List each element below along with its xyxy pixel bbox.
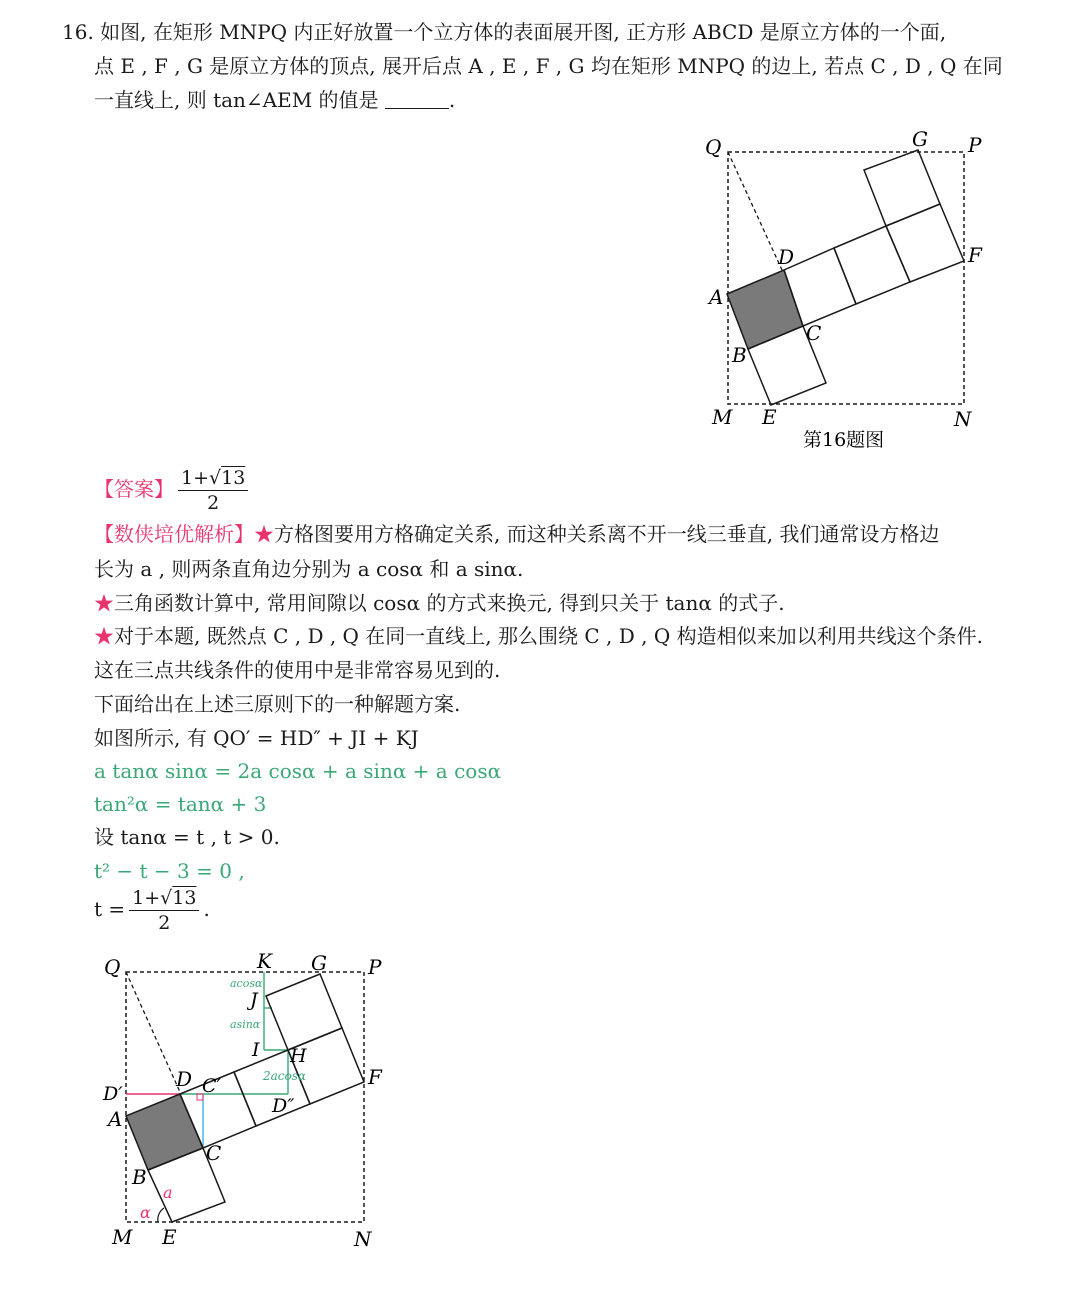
answer-num-prefix: 1+√	[181, 467, 222, 489]
label2-dpp: D″	[272, 1095, 295, 1117]
figure-caption: 第16题图	[803, 429, 885, 451]
analysis-line-1	[94, 520, 939, 548]
problem-line-1	[62, 18, 946, 46]
label2-cprime: C′	[202, 1075, 221, 1097]
label-m: M	[712, 405, 733, 429]
analysis-p2: 三角函数计算中, 常用间隙以 cosα 的方式来换元, 得到只关于 tanα 的式子.	[114, 591, 785, 615]
answer-radicand: 13	[221, 467, 246, 489]
square-top-2	[266, 974, 342, 1050]
label2-j: J	[250, 989, 258, 1011]
square-strip-3	[886, 204, 964, 282]
label2-g: G	[311, 951, 327, 975]
annotation-alpha: α	[140, 1203, 151, 1222]
label2-d: D	[176, 1067, 193, 1091]
annotation-a: a	[163, 1183, 173, 1202]
line-qd	[728, 152, 782, 270]
label-a: A	[709, 285, 724, 309]
eq5-denominator: 2	[158, 912, 171, 934]
angle-alpha-arc	[158, 1208, 164, 1222]
annotation-asin: asinα	[230, 1018, 261, 1031]
analysis-line-7: 如图所示, 有 QO′ = HD″ + JI + KJ	[94, 726, 419, 750]
label2-c: C	[206, 1141, 222, 1165]
answer-tag: 【答案】	[94, 477, 174, 501]
analysis-tag: 【数侠培优解析】	[94, 522, 254, 546]
problem-text-3: 一直线上, 则 tan∠AEM 的值是	[94, 88, 379, 112]
label-p: P	[968, 133, 982, 157]
label-n: N	[954, 407, 972, 431]
label2-h: H	[290, 1045, 307, 1067]
label-g: G	[912, 128, 928, 151]
annotation-2acos: 2acosα	[263, 1069, 306, 1083]
label2-n: N	[354, 1227, 372, 1251]
label2-dprime: D′	[103, 1083, 123, 1105]
eq5-numerator	[129, 886, 199, 911]
problem-number: 16.	[62, 20, 94, 44]
label-c: C	[806, 321, 822, 345]
analysis-line-3	[94, 589, 785, 617]
equation-5	[94, 884, 210, 935]
eq5-fraction	[129, 886, 199, 935]
label-d: D	[778, 245, 795, 269]
solution-figure	[96, 948, 406, 1254]
label2-q: Q	[104, 955, 121, 979]
answer-fraction	[178, 466, 248, 515]
square-strip-2	[834, 226, 910, 304]
equation-1: a tanα sinα = 2a cosα + a sinα + a cosα	[94, 759, 502, 783]
eq5-num-prefix: 1+√	[132, 887, 173, 909]
label-f: F	[968, 243, 982, 267]
star-2: ★	[94, 591, 114, 615]
label2-k: K	[257, 949, 272, 973]
analysis-p1a: 方格图要用方格确定关系, 而这种关系离不开一线三垂直, 我们通常设方格边	[274, 522, 940, 546]
analysis-line-5: 这在三点共线条件的使用中是非常容易见到的.	[94, 658, 501, 682]
annotation-acos: acosα	[230, 977, 263, 990]
answer-blank	[385, 88, 449, 109]
problem-text-1: 如图, 在矩形 MNPQ 内正好放置一个立方体的表面展开图, 正方形 ABCD 是原立方体的一个面,	[100, 20, 947, 44]
problem-line-2: 点 E , F , G 是原立方体的顶点, 展开后点 A , E , F , G 均在矩形 MNPQ 的边上, 若点 C , D , Q 在同	[94, 54, 1003, 78]
answer-numerator	[178, 466, 248, 491]
problem-line-3	[94, 86, 455, 114]
label-e: E	[762, 405, 777, 429]
equation-4: t² − t − 3 = 0 ,	[94, 859, 245, 883]
answer-denominator: 2	[207, 492, 220, 514]
answer-line	[94, 464, 252, 515]
eq5-suffix: .	[203, 897, 210, 921]
analysis-line-2: 长为 a , 则两条直角边分别为 a cosα 和 a sinα.	[94, 557, 524, 581]
star-3: ★	[94, 624, 114, 648]
equation-3: 设 tanα = t , t > 0.	[94, 825, 280, 849]
figure-16	[690, 128, 1010, 458]
eq5-radicand: 13	[172, 887, 197, 909]
square-abcd-2	[126, 1094, 203, 1170]
label2-a: A	[108, 1107, 123, 1131]
analysis-p3a: 对于本题, 既然点 C , D , Q 在同一直线上, 那么围绕 C , D , Q 构造相似来加以利用共线这个条件.	[114, 624, 983, 648]
analysis-line-4	[94, 622, 983, 650]
label2-i: I	[252, 1039, 260, 1061]
label-b: B	[732, 343, 747, 367]
label2-m: M	[112, 1225, 133, 1249]
star-1: ★	[254, 522, 274, 546]
square-top	[864, 150, 940, 226]
analysis-line-6: 下面给出在上述三原则下的一种解题方案.	[94, 692, 461, 716]
line-qd-2	[126, 972, 180, 1092]
square-abcd	[727, 270, 803, 349]
label2-b: B	[132, 1165, 147, 1189]
label-q: Q	[705, 135, 722, 159]
label2-p: P	[368, 955, 382, 979]
problem-period: .	[448, 88, 456, 112]
label2-f: F	[368, 1065, 382, 1089]
equation-2: tan²α = tanα + 3	[94, 792, 267, 816]
label2-e: E	[162, 1225, 177, 1249]
eq5-prefix: t =	[94, 897, 126, 921]
